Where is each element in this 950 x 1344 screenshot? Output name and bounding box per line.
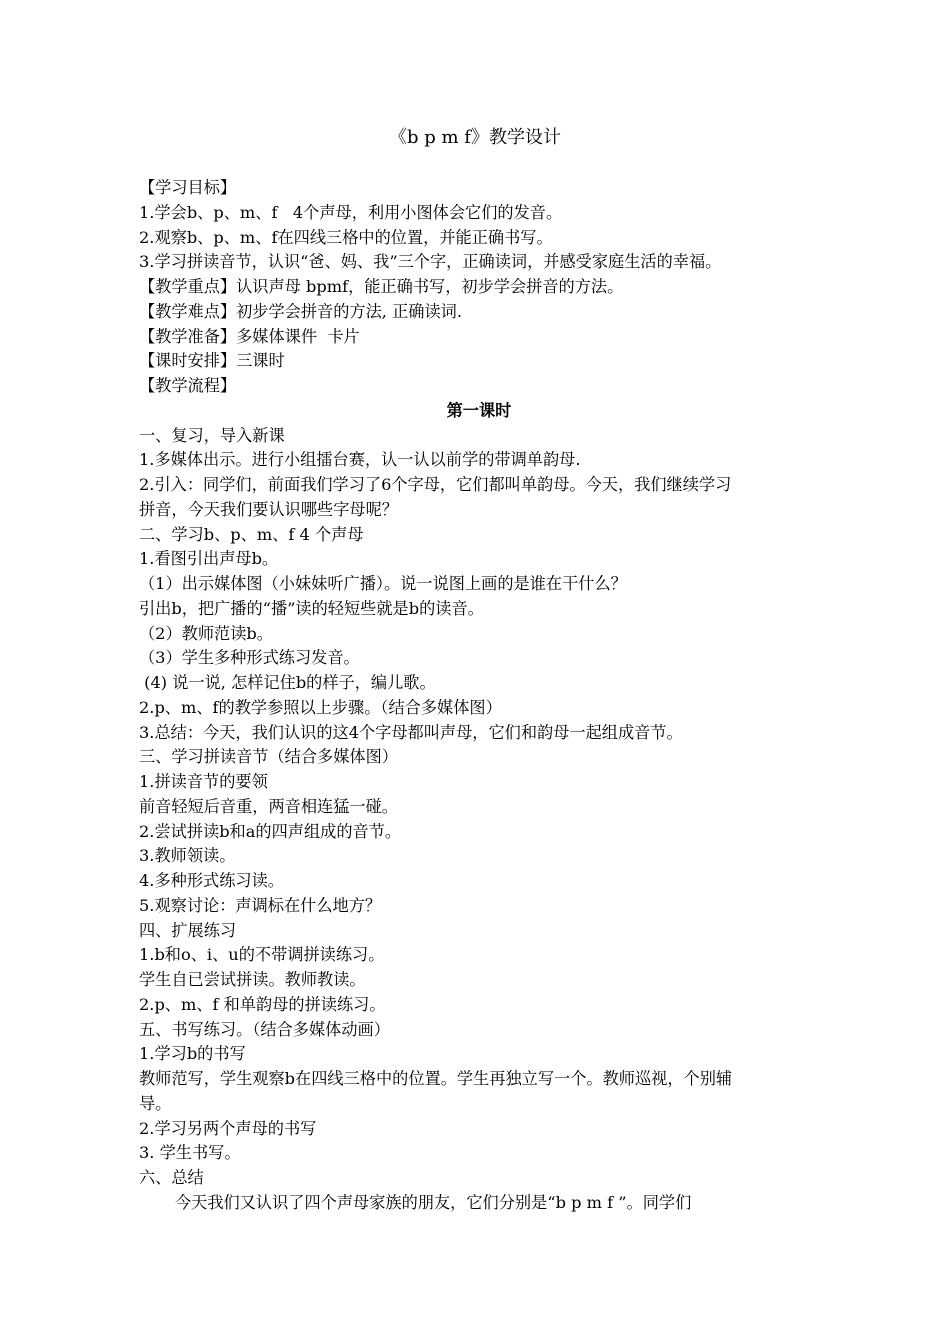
text-line: 学生自已尝试拼读。教师教读。 — [139, 970, 366, 989]
text-line: 1.拼读音节的要领 — [139, 772, 268, 791]
section-heading: 第一课时 — [446, 400, 512, 420]
text-line: 2.学习另两个声母的书写 — [139, 1118, 317, 1138]
text-line: 1.多媒体出示。进行小组擂台赛，认一认以前学的带调单韵母. — [139, 450, 581, 470]
text-line: 今天我们又认识了四个声母家族的朋友，它们分别是“b p m f ”。同学们 — [175, 1192, 692, 1212]
document-body — [139, 176, 819, 1216]
text-line: 2.尝试拼读b和a的四声组成的音节。 — [139, 821, 402, 841]
text-line: 【课时安排】三课时 — [139, 351, 285, 371]
text-line: 三、学习拼读音节（结合多媒体图） — [139, 747, 398, 767]
text-line: 5.观察讨论：声调标在什么地方？ — [139, 895, 382, 915]
text-line: 四、扩展练习 — [139, 920, 237, 940]
text-line: 导。 — [139, 1093, 172, 1113]
text-line: 五、书写练习。（结合多媒体动画） — [139, 1019, 390, 1039]
text-line: 2.p、m、f 和单韵母的拼读练习。 — [139, 994, 386, 1014]
text-line: 六、总结 — [139, 1168, 204, 1187]
text-line: 引出b，把广播的“播”读的轻短些就是b的读音。 — [139, 598, 484, 618]
text-line: 二、学习b、p、m、f 4 个声母 — [139, 524, 364, 544]
text-line: 2.引入：同学们，前面我们学习了6个字母，它们都叫单韵母。今天，我们继续学习 — [139, 475, 732, 494]
text-line: 2.观察b、p、m、f在四线三格中的位置，并能正确书写。 — [139, 227, 553, 247]
text-line: (4) 说一说, 怎样记住b的样子，编儿歌。 — [139, 673, 436, 692]
text-line: 前音轻短后音重，两音相连猛一碰。 — [139, 796, 398, 816]
text-line: （2）教师范读b。 — [139, 623, 273, 643]
text-line: 教师范写，学生观察b在四线三格中的位置。学生再独立写一个。教师巡视，个别辅 — [139, 1069, 733, 1088]
text-line: 3.教师领读。 — [139, 846, 236, 866]
document-title: 《b p m f》教学设计 — [389, 127, 561, 148]
text-line: 【教学准备】多媒体课件 卡片 — [139, 326, 360, 346]
text-line: 1.学会b、p、m、f 4个声母，利用小图体会它们的发音。 — [139, 202, 563, 222]
text-line: 【教学流程】 — [139, 376, 237, 395]
text-line: 一、复习，导入新课 — [139, 425, 285, 445]
text-line: 【教学重点】认识声母 bpmf，能正确书写，初步学会拼音的方法。 — [139, 277, 624, 296]
text-line: （1）出示媒体图（小妹妹听广播）。说一说图上画的是谁在干什么？ — [139, 574, 627, 593]
text-line: 1.b和o、i、u的不带调拼读练习。 — [139, 945, 385, 965]
text-line: 1.看图引出声母b。 — [139, 549, 279, 569]
text-line: 3. 学生书写。 — [139, 1143, 241, 1163]
text-line: 3.学习拼读音节，认识“爸、妈、我”三个字，正确读词，并感受家庭生活的幸福。 — [139, 252, 722, 272]
text-line: 拼音，今天我们要认识哪些字母呢？ — [139, 499, 398, 519]
text-line: 【学习目标】 — [139, 178, 237, 197]
text-line: 2.p、m、f的教学参照以上步骤。（结合多媒体图） — [139, 697, 502, 717]
text-line: 1.学习b的书写 — [139, 1044, 246, 1064]
text-line: 3.总结：今天，我们认识的这4个字母都叫声母，它们和韵母一起组成音节。 — [139, 722, 683, 742]
text-line: （3）学生多种形式练习发音。 — [139, 648, 360, 668]
text-line: 【教学难点】初步学会拼音的方法, 正确读词. — [139, 301, 462, 321]
text-line: 4.多种形式练习读。 — [139, 871, 284, 890]
